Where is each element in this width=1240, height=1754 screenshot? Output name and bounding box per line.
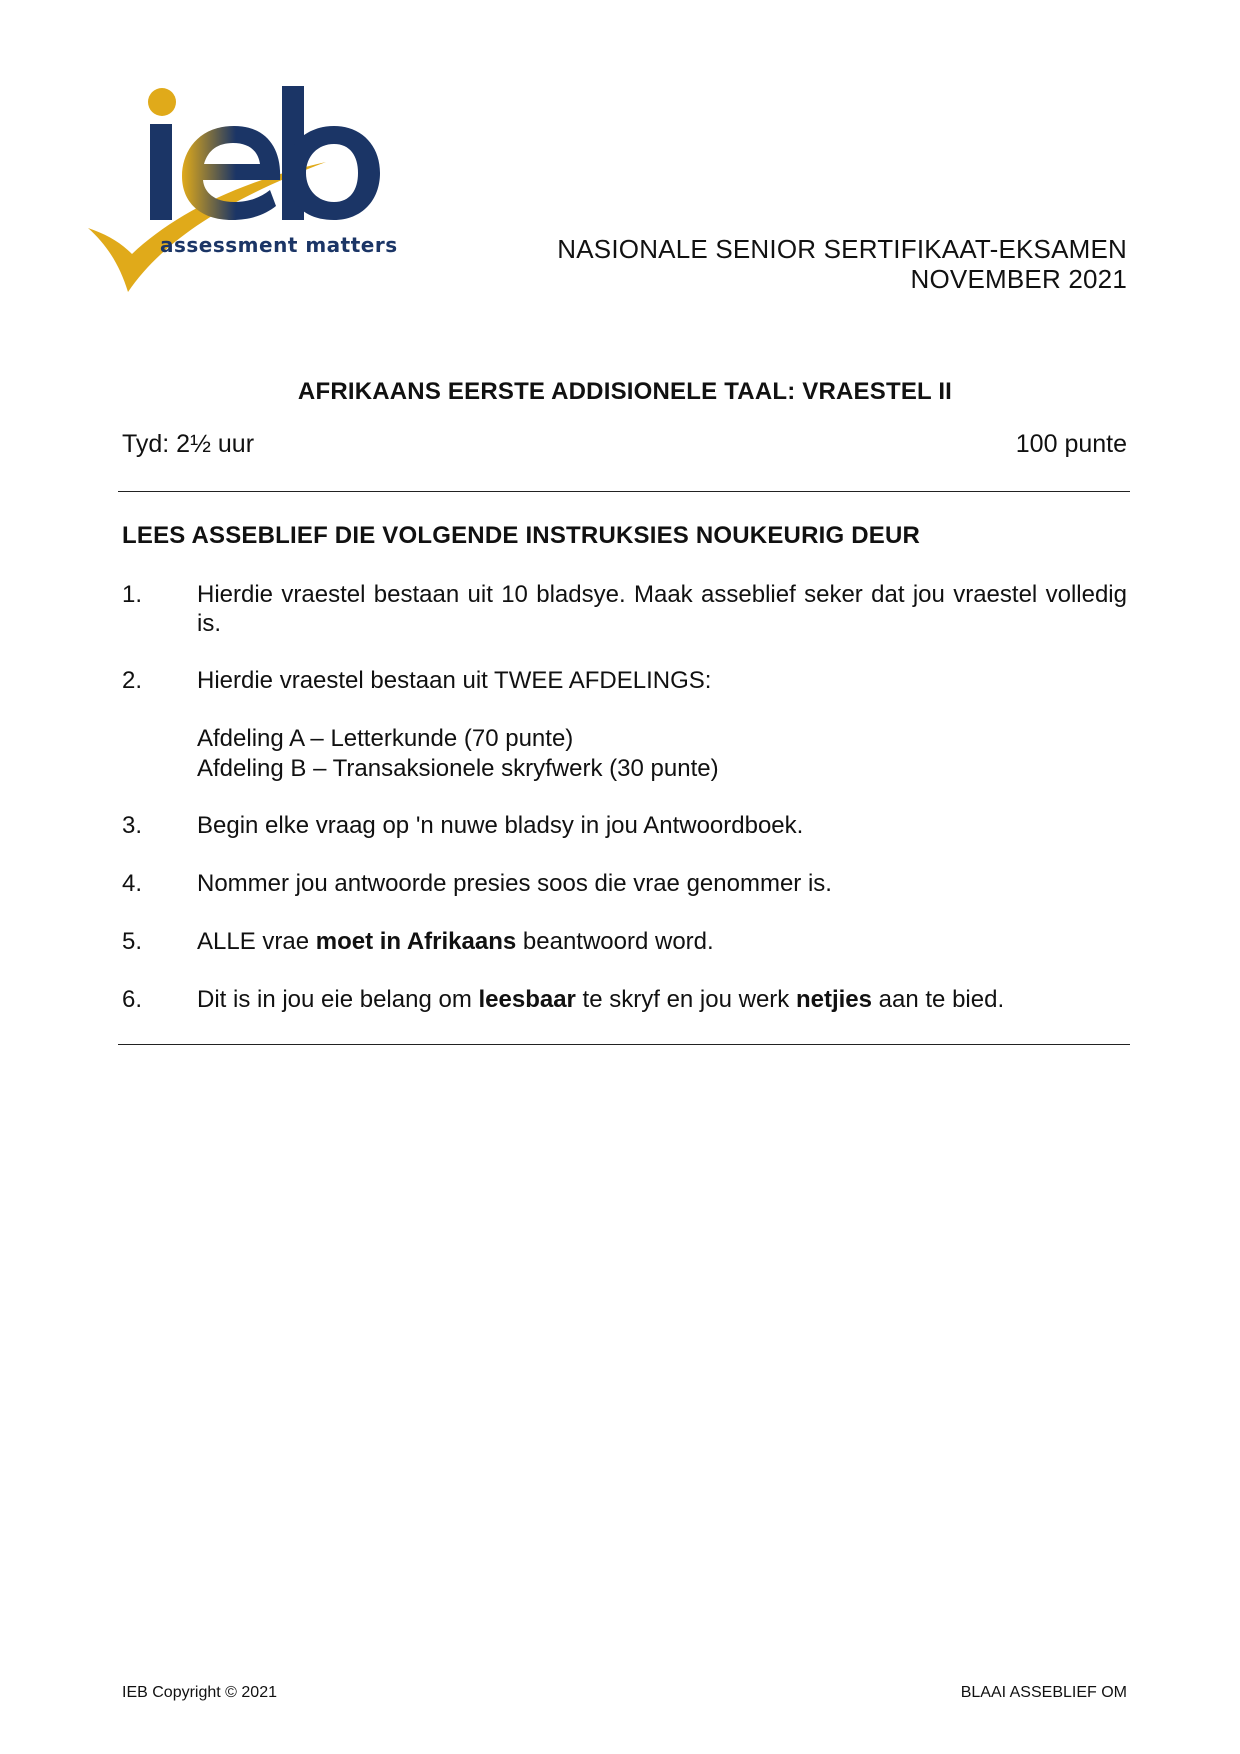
turn-page-notice: BLAAI ASSEBLIEF OM [960,1684,1127,1701]
exam-header [557,234,1127,294]
item-text: Hierdie vraestel bestaan uit 10 bladsye. Maak asseblief seker dat jou vraestel volledig is. [197,581,1127,637]
text-run: aan te bied. [872,986,1005,1013]
emphasis-text: netjies [795,986,872,1013]
instruction-item [122,869,1127,898]
instruction-item [122,580,1127,638]
instruction-item [122,666,1127,695]
ieb-logo [86,86,436,316]
exam-header-line2: NOVEMBER 2021 [910,264,1127,294]
item-number: 2. [122,667,143,694]
instructions-heading: LEES ASSEBLIEF DIE VOLGENDE INSTRUKSIES NOUKEURIG DEUR [122,522,921,549]
item-number: 4. [122,870,143,897]
text-run: Dit is in jou eie belang om [197,986,479,1013]
page-footer [122,1684,1127,1702]
copyright-notice: IEB Copyright © 2021 [122,1684,277,1701]
divider-bottom [118,1044,1130,1045]
paper-title: AFRIKAANS EERSTE ADDISIONELE TAAL: VRAESTEL II [297,378,953,405]
instruction-item [122,927,1127,956]
emphasis-text: moet in Afrikaans [315,928,517,955]
item-text: Nommer jou antwoorde presies soos die vrae genommer is. [197,870,832,897]
text-run: te skryf en jou werk [575,986,796,1013]
divider-top [118,491,1130,492]
item-number: 1. [122,581,143,608]
item-number: 6. [122,986,143,1013]
time-allowed: Tyd: 2½ uur [122,430,255,458]
logo-tagline: assessment matters [160,233,398,257]
instruction-item [122,985,1127,1014]
section-b: Afdeling B – Transaksionele skryfwerk (30 punte) [197,755,719,782]
item-text [197,985,1127,1014]
ieb-logo-graphic [86,86,436,316]
exam-header-line1: NASIONALE SENIOR SERTIFIKAAT-EKSAMEN [557,234,1127,264]
total-marks: 100 punte [1015,430,1127,458]
section-a: Afdeling A – Letterkunde (70 punte) [197,725,574,752]
text-run: beantwoord word. [516,928,714,955]
meta-row [122,430,1127,459]
emphasis-text: leesbaar [478,986,576,1013]
text-run: ALLE vrae [197,928,316,955]
item-text: Hierdie vraestel bestaan uit TWEE AFDELINGS: [197,667,712,694]
sections-list [197,724,719,784]
item-number: 5. [122,928,143,955]
item-number: 3. [122,812,143,839]
instruction-item [122,811,1127,840]
item-text: Begin elke vraag op 'n nuwe bladsy in jou Antwoordboek. [197,812,804,839]
item-text [197,927,1127,956]
